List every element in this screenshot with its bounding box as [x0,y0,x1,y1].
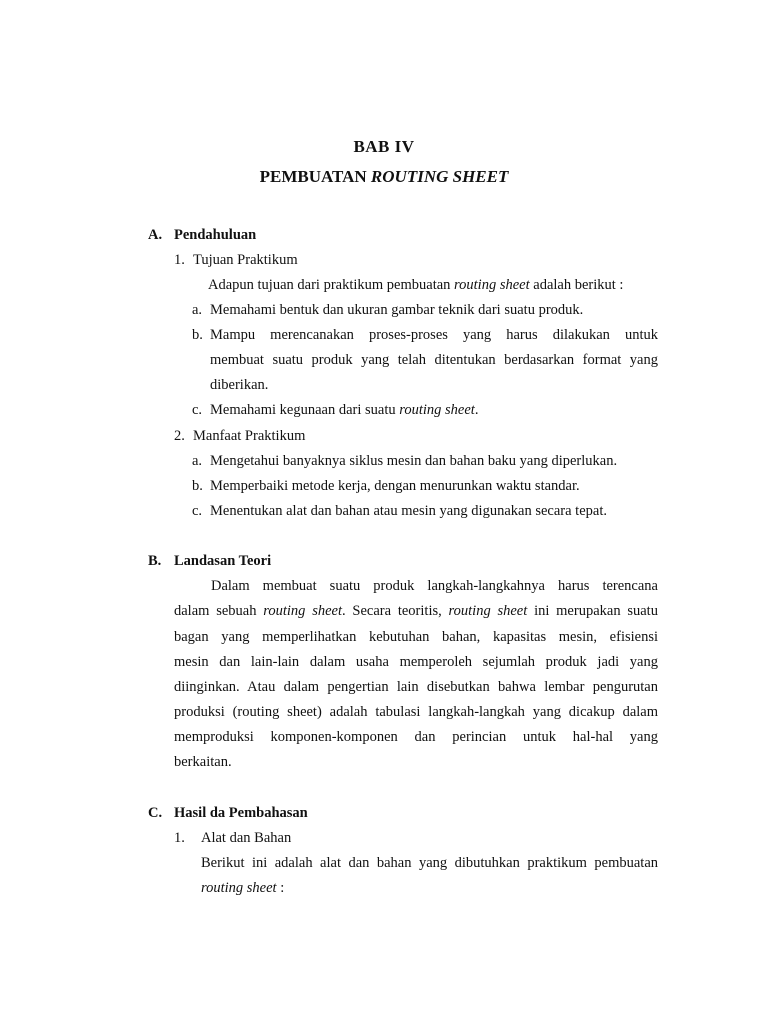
chapter-label: BAB IV [353,137,415,156]
section-a-marker: A. [148,227,163,243]
paragraph-line: produksi (routing sheet) adalah tabulasi langkah-langkah yang dicakup dalam [174,704,658,720]
paragraph-line: Dalam membuat suatu produk langkah-langkahnya harus terencana [211,578,658,594]
section-c-marker: C. [148,805,163,821]
list-marker: c. [192,402,203,418]
paragraph-line: memproduksi komponen-komponen dan perincian untuk hal-hal yang [174,729,658,745]
list-item: Mengetahui banyaknya siklus mesin dan bahan baku yang diperlukan. [210,453,618,469]
list-item-line: diberikan. [210,377,269,393]
list-marker: b. [192,327,203,343]
sub-c1-title: Alat dan Bahan [201,830,292,846]
list-marker: a. [192,302,203,318]
paragraph-line: Berikut ini adalah alat dan bahan yang dibutuhkan praktikum pembuatan [201,855,658,871]
sub-a1-number: 1. [174,252,185,268]
list-item: Memahami kegunaan dari suatu routing sheet. [210,402,479,418]
sub-a2-number: 2. [174,428,185,444]
section-b-heading: Landasan Teori [174,553,272,569]
sub-a2-title: Manfaat Praktikum [193,428,306,444]
paragraph-line: berkaitan. [174,754,232,770]
title-italic: ROUTING SHEET [370,167,509,186]
paragraph-line: mesin dan lain-lain dalam usaha memperoleh sejumlah produk jadi yang [174,654,658,670]
section-b-marker: B. [148,553,162,569]
sub-a1-intro: Adapun tujuan dari praktikum pembuatan routing sheet adalah berikut : [208,277,624,293]
list-marker: a. [192,453,203,469]
list-item: Memperbaiki metode kerja, dengan menurunkan waktu standar. [210,478,580,494]
list-item: Memahami bentuk dan ukuran gambar teknik dari suatu produk. [210,302,584,318]
paragraph-line: bagan yang memperlihatkan kebutuhan bahan, kapasitas mesin, efisiensi [174,629,658,645]
paragraph-line: dalam sebuah routing sheet. Secara teoritis, routing sheet ini merupakan suatu [174,603,658,619]
section-c-heading: Hasil da Pembahasan [174,805,308,821]
list-marker: c. [192,503,203,519]
sub-c1-number: 1. [174,830,185,846]
chapter-title [0,167,768,187]
paragraph-line: routing sheet : [201,880,285,896]
list-marker: b. [192,478,203,494]
section-a-heading: Pendahuluan [174,227,257,243]
sub-a1-title: Tujuan Praktikum [193,252,298,268]
list-item-line: Mampu merencanakan proses-proses yang harus dilakukan untuk [210,327,658,343]
list-item-line: membuat suatu produk yang telah ditentukan berdasarkan format yang [210,352,658,368]
list-item: Menentukan alat dan bahan atau mesin yang digunakan secara tepat. [210,503,607,519]
title-normal: PEMBUATAN [259,167,371,186]
paragraph-line: diinginkan. Atau dalam pengertian lain disebutkan bahwa lembar pengurutan [174,679,658,695]
